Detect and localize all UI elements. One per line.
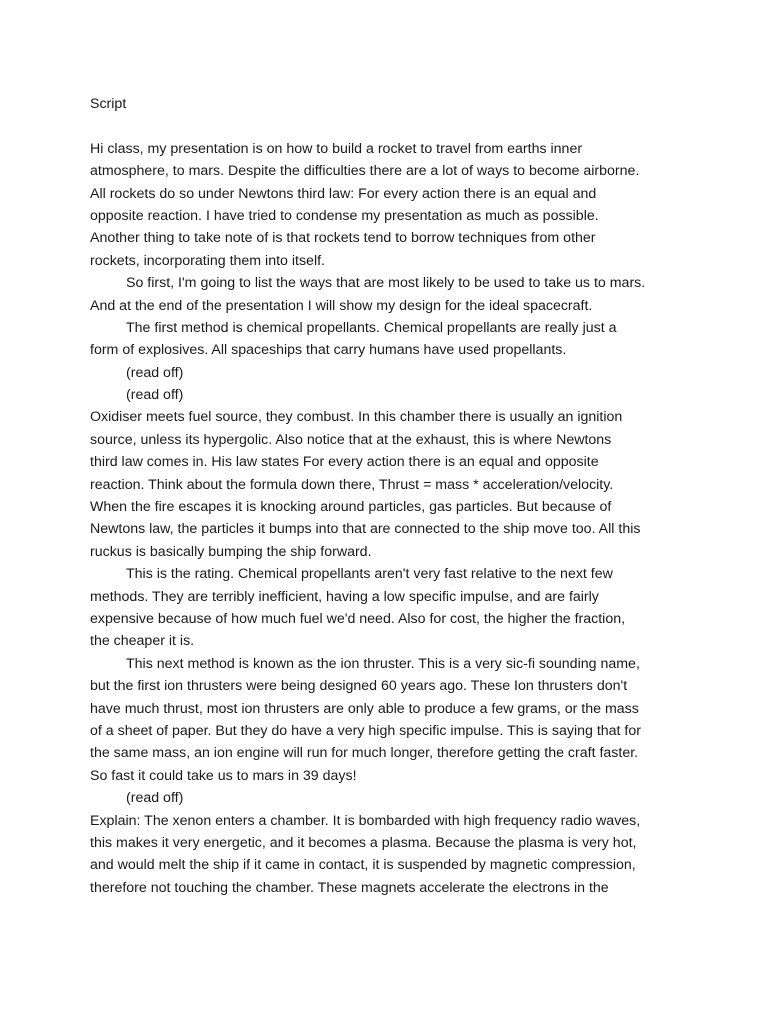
text-line: have much thrust, most ion thrusters are only able to produce a few grams, or the mass bbox=[90, 700, 639, 717]
text-line: ruckus is basically bumping the ship forward. bbox=[90, 543, 372, 560]
text-line: The first method is chemical propellants. Chemical propellants are really just a bbox=[126, 319, 617, 336]
text-line: This is the rating. Chemical propellants aren't very fast relative to the next few bbox=[126, 566, 613, 583]
text-line: (read off) bbox=[126, 364, 184, 381]
text-line: Hi class, my presentation is on how to build a rocket to travel from earths inner bbox=[90, 140, 583, 157]
text-line: but the first ion thrusters were being designed 60 years ago. These Ion thrusters don't bbox=[90, 678, 628, 695]
text-line: Oxidiser meets fuel source, they combust. In this chamber there is usually an ignition bbox=[90, 409, 623, 426]
text-line: Another thing to take note of is that rockets tend to borrow techniques from other bbox=[90, 230, 596, 247]
text-line: the cheaper it is. bbox=[90, 633, 195, 650]
document-title: Script bbox=[90, 96, 127, 112]
text-line: So fast it could take us to mars in 39 days! bbox=[90, 767, 357, 784]
text-line: So first, I'm going to list the ways that are most likely to be used to take us to mars. bbox=[126, 275, 646, 292]
text-line: When the fire escapes it is knocking around particles, gas particles. But because of bbox=[90, 499, 612, 516]
text-line: form of explosives. All spaceships that carry humans have used propellants. bbox=[90, 342, 567, 359]
text-line: the same mass, an ion engine will run for much longer, therefore getting the craft faster. bbox=[90, 745, 639, 762]
text-line: This next method is known as the ion thruster. This is a very sic-fi sounding name, bbox=[126, 655, 640, 672]
text-line: expensive because of how much fuel we'd need. Also for cost, the higher the fraction, bbox=[90, 610, 626, 627]
text-line: Newtons law, the particles it bumps into that are connected to the ship move too. All this bbox=[90, 521, 641, 538]
text-line: atmosphere, to mars. Despite the difficulties there are a lot of ways to become airborne. bbox=[90, 163, 640, 180]
text-line: opposite reaction. I have tried to condense my presentation as much as possible. bbox=[90, 207, 599, 224]
text-line: (read off) bbox=[126, 790, 184, 807]
text-line: And at the end of the presentation I will show my design for the ideal spacecraft. bbox=[90, 297, 593, 314]
text-line: this makes it very energetic, and it becomes a plasma. Because the plasma is very hot, bbox=[90, 834, 637, 851]
text-line: All rockets do so under Newtons third law: For every action there is an equal and bbox=[90, 185, 597, 202]
text-line: Explain: The xenon enters a chamber. It is bombarded with high frequency radio waves, bbox=[90, 812, 641, 829]
text-line: third law comes in. His law states For every action there is an equal and opposite bbox=[90, 454, 599, 471]
text-line: (read off) bbox=[126, 387, 184, 404]
text-line: of a sheet of paper. But they do have a very high specific impulse. This is saying that for bbox=[90, 722, 641, 739]
document-page bbox=[90, 93, 750, 899]
text-line: source, unless its hypergolic. Also notice that at the exhaust, this is where Newtons bbox=[90, 431, 612, 448]
text-line: methods. They are terribly inefficient, having a low specific impulse, and are fairly bbox=[90, 588, 599, 605]
document-body bbox=[90, 138, 750, 899]
text-line: reaction. Think about the formula down there, Thrust = mass * acceleration/velocity. bbox=[90, 476, 614, 493]
text-line: and would melt the ship if it came in contact, it is suspended by magnetic compression, bbox=[90, 857, 636, 874]
text-line: therefore not touching the chamber. These magnets accelerate the electrons in the bbox=[90, 879, 609, 896]
text-line: rockets, incorporating them into itself. bbox=[90, 252, 325, 269]
